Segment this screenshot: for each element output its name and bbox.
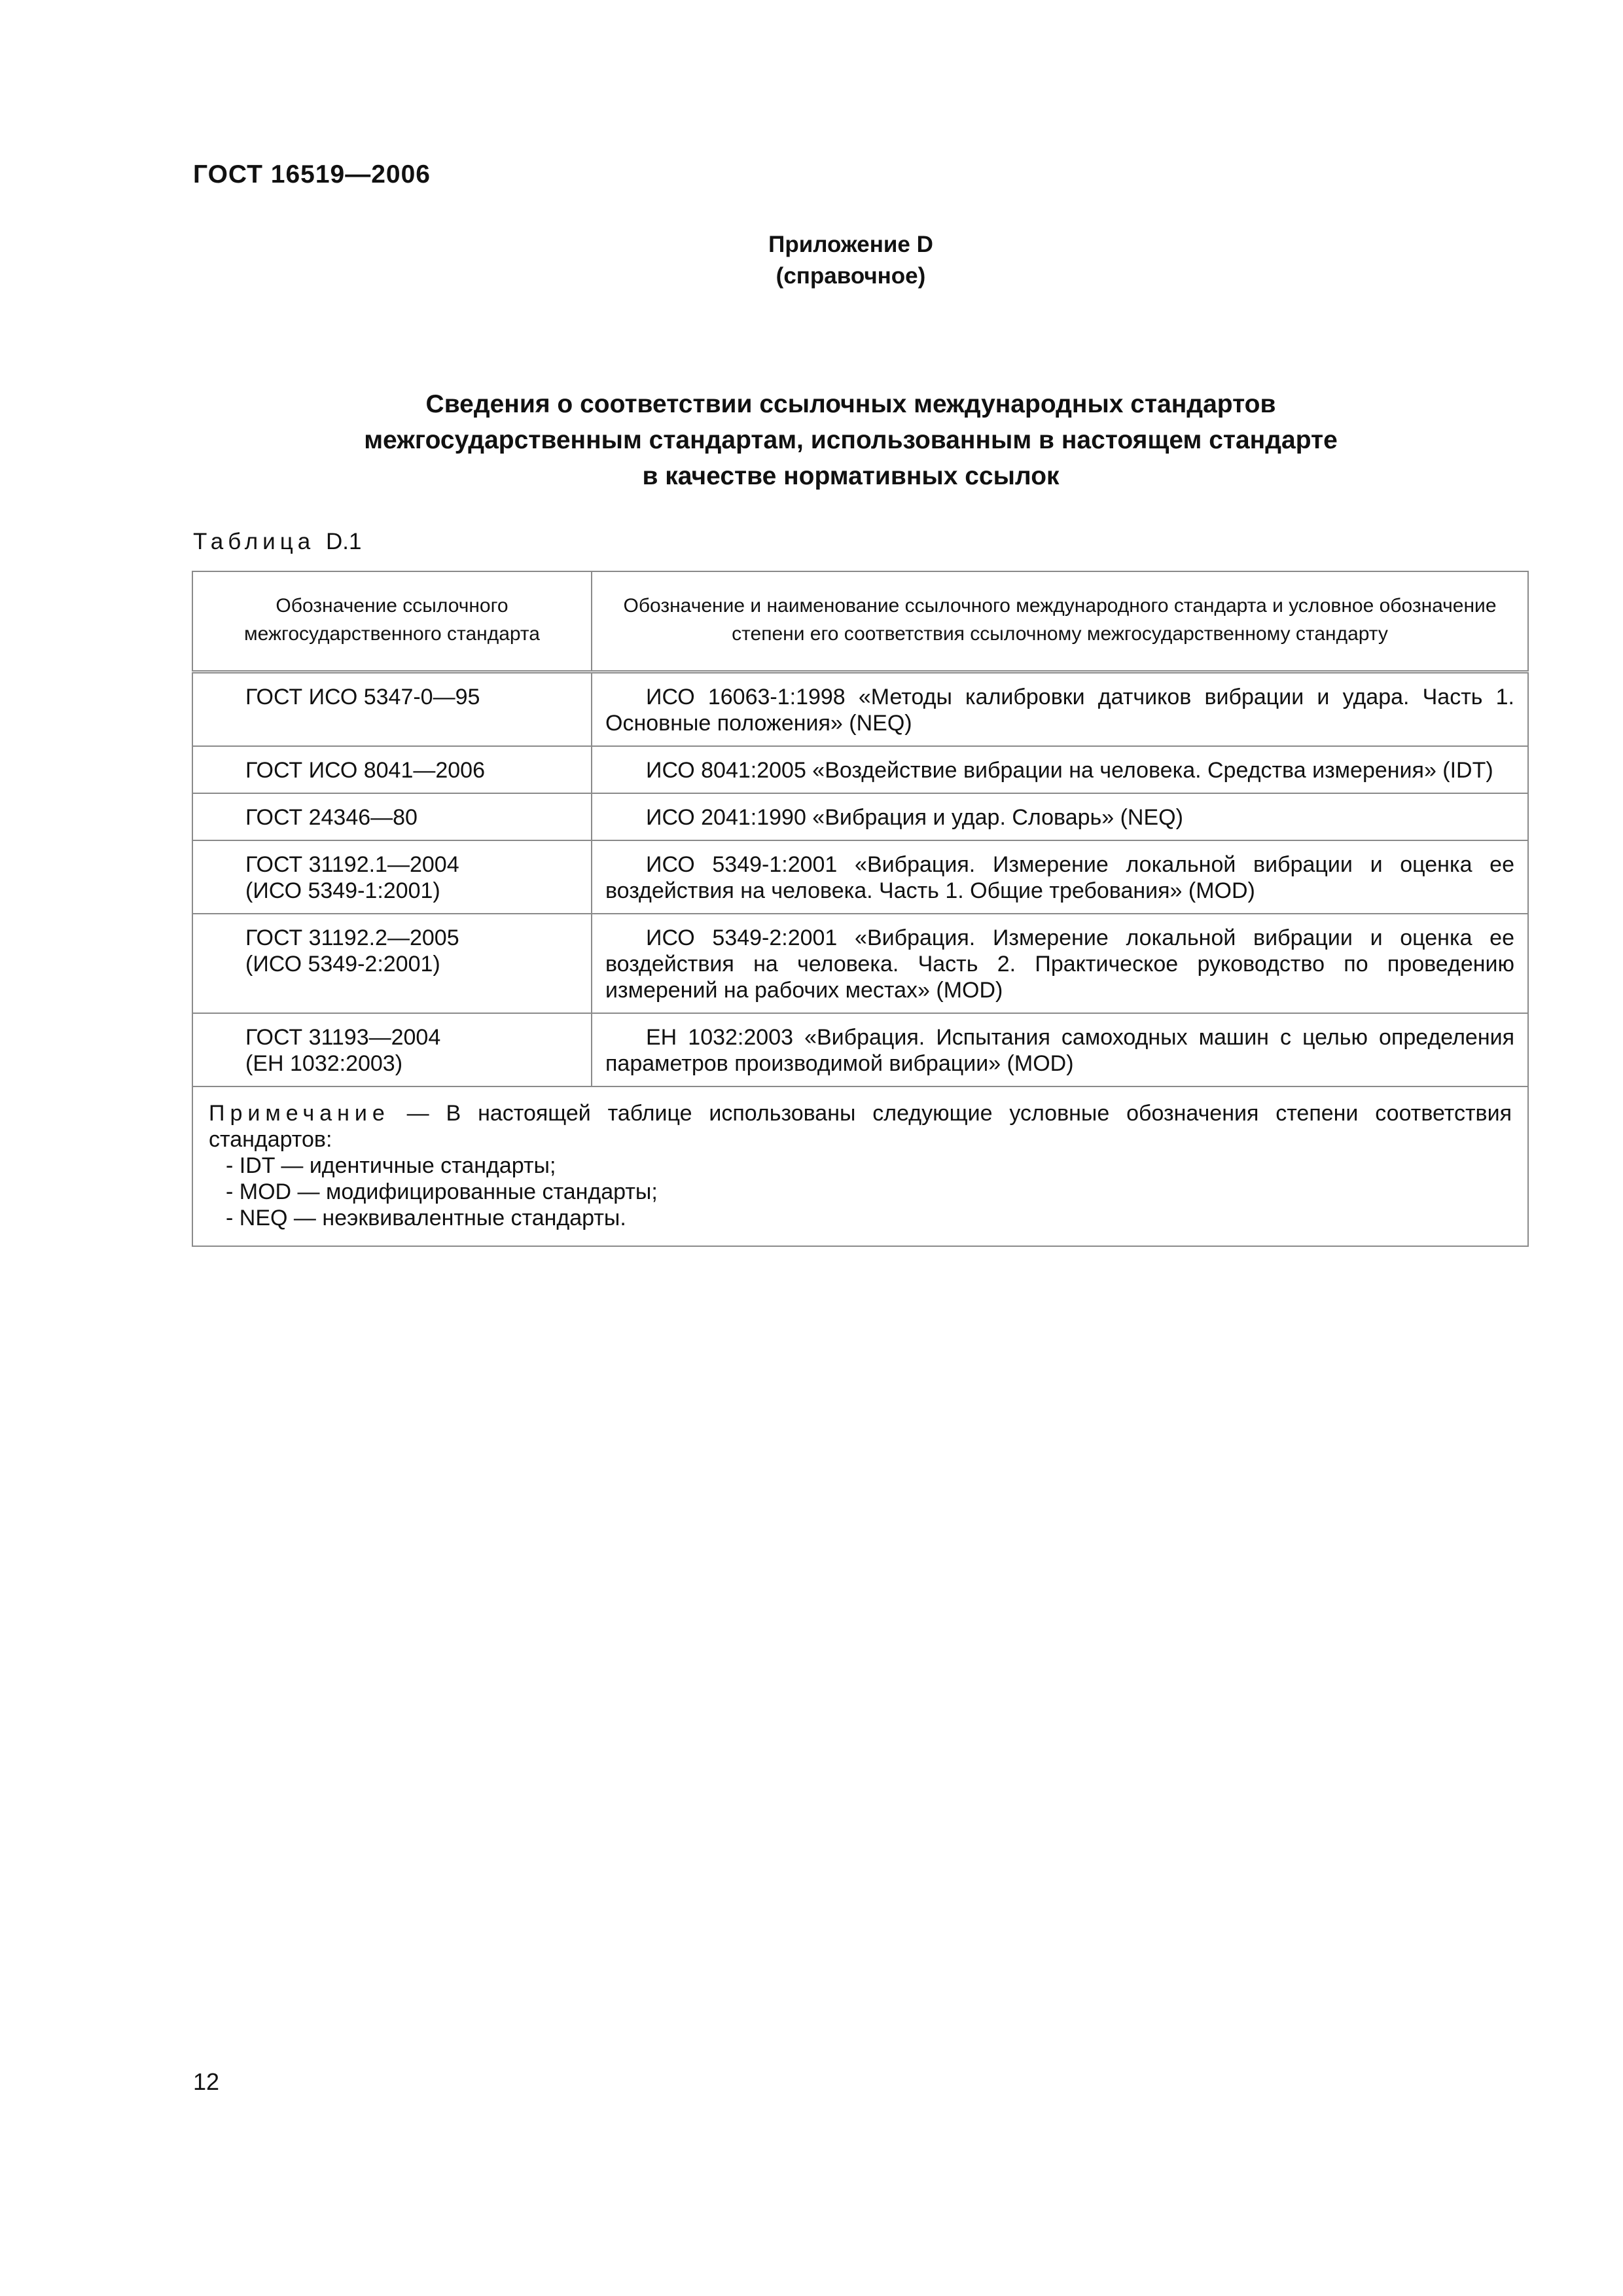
appendix-type: (справочное)	[776, 263, 926, 289]
iso-cell: ИСО 5349-2:2001 «Вибрация. Измерение локальной вибрации и оценка ее воздействия на человека. Часть 2. Практическое руководство по проведению измерений на рабочих местах» (MOD)	[592, 914, 1528, 1013]
gost-cell	[192, 793, 592, 840]
gost-cell	[192, 1013, 592, 1086]
gost-designation: ГОСТ 31193—2004	[245, 1025, 441, 1050]
table-row	[192, 840, 1528, 914]
table-row	[192, 914, 1528, 1013]
gost-equivalent: (ИСО 5349-2:2001)	[245, 952, 440, 977]
table-header-row	[192, 571, 1528, 672]
note-item-idt: - IDT — идентичные стандарты;	[226, 1153, 556, 1178]
gost-designation: ГОСТ ИСО 5347-0—95	[245, 685, 480, 709]
header-cell-international-standard: Обозначение и наименование ссылочного международного стандарта и условное обозначение степени его соответствия ссылочному межгосударственному стандарту	[592, 571, 1528, 672]
gost-designation: ГОСТ 31192.2—2005	[245, 925, 459, 950]
note-item-mod: - MOD — модифицированные стандарты;	[226, 1179, 658, 1204]
table-caption-number: D.1	[325, 529, 362, 554]
appendix-heading	[720, 229, 982, 292]
iso-cell: ИСО 5349-1:2001 «Вибрация. Измерение локальной вибрации и оценка ее воздействия на человека. Часть 1. Общие требования» (MOD)	[592, 840, 1528, 914]
table-row	[192, 793, 1528, 840]
table-note-row	[192, 1086, 1528, 1246]
table-container	[192, 571, 1527, 1247]
note-heading: Примечание	[209, 1101, 390, 1126]
iso-cell: ИСО 2041:1990 «Вибрация и удар. Словарь» (NEQ)	[592, 793, 1528, 840]
header-cell-interstate-standard: Обозначение ссылочного межгосударственного стандарта	[192, 571, 592, 672]
gost-designation: ГОСТ 31192.1—2004	[245, 852, 459, 877]
section-title-line-3: в качестве нормативных ссылок	[642, 462, 1060, 490]
iso-cell: ЕН 1032:2003 «Вибрация. Испытания самоходных машин с целью определения параметров производимой вибрации» (MOD)	[592, 1013, 1528, 1086]
note-text: — В настоящей таблице использованы следующие условные обозначения степени соответствия стандартов:	[209, 1101, 1512, 1152]
section-title-line-2: межгосударственным стандартам, использованным в настоящем стандарте	[364, 426, 1338, 454]
table-row	[192, 672, 1528, 747]
standards-correspondence-table	[192, 571, 1529, 1247]
page-number: 12	[193, 2068, 220, 2095]
table-row	[192, 746, 1528, 793]
table-caption-word: Таблица	[193, 529, 315, 554]
table-row	[192, 1013, 1528, 1086]
table-note	[192, 1086, 1528, 1246]
section-title-line-1: Сведения о соответствии ссылочных международных стандартов	[425, 390, 1276, 418]
section-title	[262, 386, 1440, 494]
gost-designation: ГОСТ ИСО 8041—2006	[245, 758, 485, 783]
gost-equivalent: (ЕН 1032:2003)	[245, 1051, 403, 1076]
gost-equivalent: (ИСО 5349-1:2001)	[245, 878, 440, 903]
iso-cell: ИСО 16063-1:1998 «Методы калибровки датчиков вибрации и удара. Часть 1. Основные положения» (NEQ)	[592, 672, 1528, 747]
note-item-neq: - NEQ — неэквивалентные стандарты.	[226, 1206, 626, 1230]
appendix-title: Приложение D	[768, 232, 933, 257]
gost-designation: ГОСТ 24346—80	[245, 805, 418, 830]
gost-cell	[192, 914, 592, 1013]
gost-cell	[192, 840, 592, 914]
document-code-header: ГОСТ 16519—2006	[193, 160, 431, 188]
gost-cell	[192, 746, 592, 793]
table-caption	[193, 529, 361, 555]
gost-cell	[192, 672, 592, 747]
iso-cell: ИСО 8041:2005 «Воздействие вибрации на человека. Средства измерения» (IDT)	[592, 746, 1528, 793]
